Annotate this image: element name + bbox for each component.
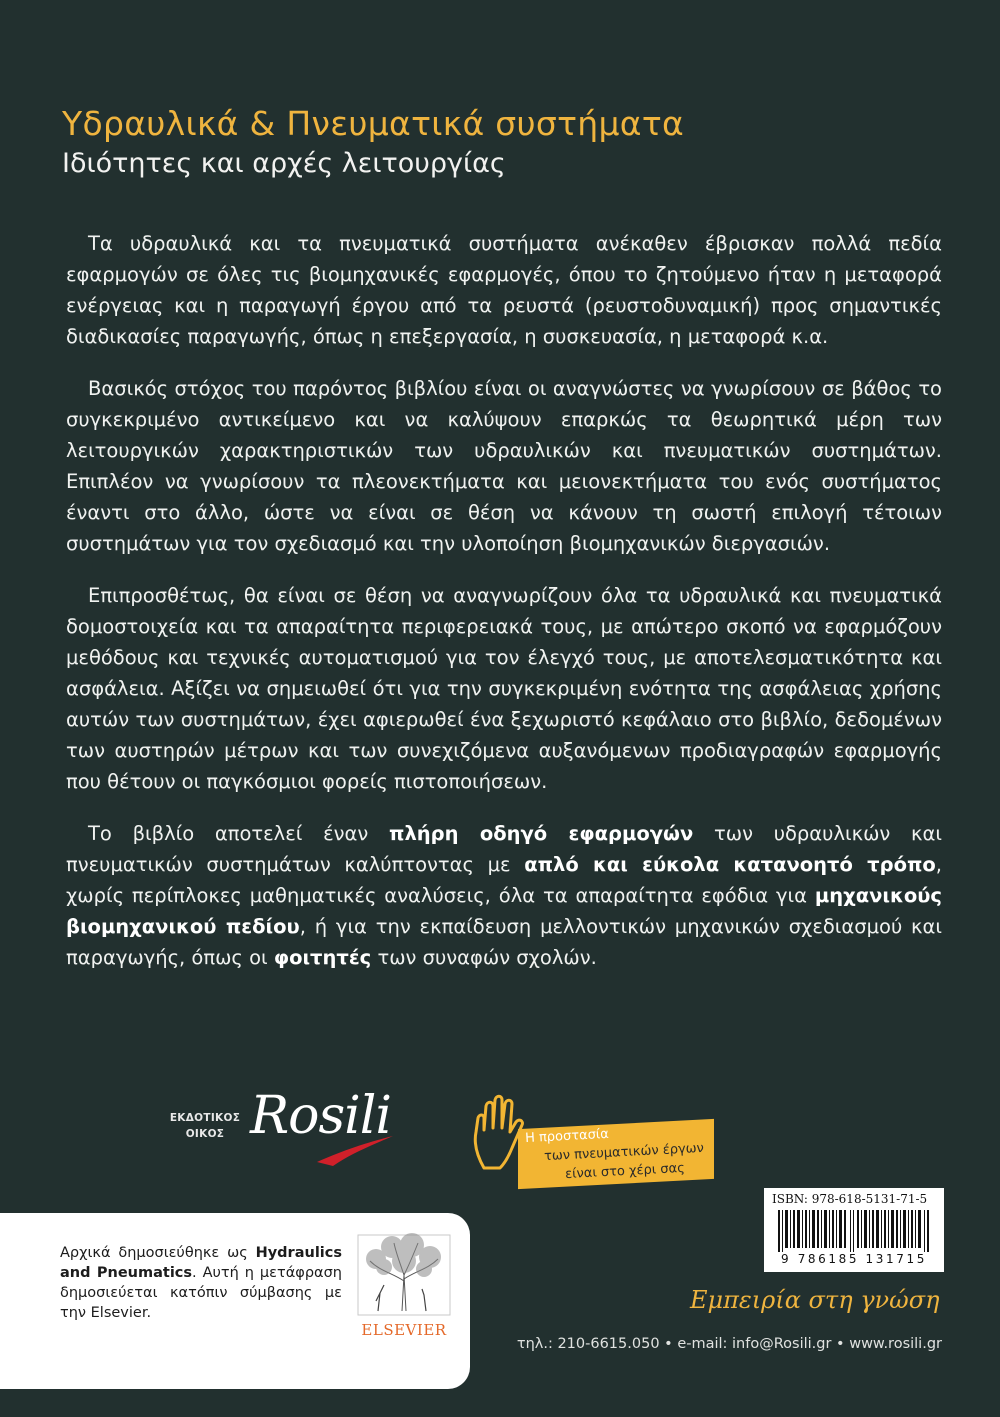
elsevier-original-title: Hydraulics and Pneumatics [60, 1245, 342, 1281]
paragraph-2: Βασικός στόχος του παρόντος βιβλίου είναι οι αναγνώστες να γνωρίσουν σε βάθος το συγκεκριμένο αντικείμενο και να καλύψουν επαρκώς τα θεωρητικά μέρη των λειτουργικών χαρακτηριστικών των υδραυλικών και πνευματικών συστημάτων. Επιπλέον να γνωρίσουν τα πλεονεκτήματα και μειονεκτήματα του ενός συστήματος έναντι στο άλλο, ώστε να είναι σε θέση να κάνουν τη σωστή επιλογή τέτοιων συστημάτων για τον σχεδιασμό και την υλοποίηση βιομηχανικών διεργασιών. [66, 377, 942, 555]
elsevier-wordmark: ELSEVIER [361, 1321, 447, 1339]
p4-bold-guide: πλήρη οδηγό εφαρμογών [389, 822, 694, 845]
protection-text [523, 1119, 726, 1186]
contact-info: τηλ.: 210-6615.050 • e-mail: info@Rosili.gr • www.rosili.gr [516, 1336, 942, 1352]
isbn-digits: 9 786185 131715 [781, 1252, 927, 1266]
elsevier-notice-text [60, 1243, 342, 1323]
publisher-name: Rosili [250, 1086, 392, 1146]
publisher-label-line1: ΕΚΔΟΤΙΚΟΣ [169, 1112, 241, 1124]
p4-bold-students: φοιτητές [273, 946, 372, 969]
p4-bold-engineers: μηχανικούς βιομηχανικού πεδίου [66, 884, 942, 938]
paragraph-4 [66, 818, 942, 973]
p4-text-a: Το βιβλίο αποτελεί έναν [88, 822, 390, 845]
isbn-label: ISBN: 978-618-5131-71-5 [772, 1192, 928, 1206]
publisher-logo [165, 1086, 405, 1172]
elsevier-text-c: . Αυτή η μετάφραση δημοσιεύεται κατόπιν σύμβασης με την Elsevier. [60, 1265, 342, 1321]
book-subtitle: Ιδιότητες και αρχές λειτουργίας [62, 148, 506, 179]
p4-text-i: των συναφών σχολών. [371, 946, 597, 969]
protection-line1: Η προστασία [524, 1126, 610, 1147]
p4-text-g: , ή για την εκπαίδευση μελλοντικών μηχανικών σχεδιασμού και παραγωγής, όπως οι [66, 915, 942, 969]
p4-bold-simple: απλό και εύκολα κατανοητό τρόπο [524, 853, 936, 876]
slogan: Εμπειρία στη γνώση [690, 1286, 940, 1314]
elsevier-tree-icon [354, 1231, 454, 1319]
copyright-protection-badge [470, 1094, 740, 1204]
publisher-label-line2: ΟΙΚΟΣ [185, 1128, 225, 1140]
publisher-label [165, 1110, 245, 1142]
elsevier-notice [0, 1213, 470, 1389]
barcode-icon [772, 1210, 936, 1252]
p4-text-c: των υδραυλικών και πνευματικών συστημάτων καλύπτοντας με [66, 822, 942, 876]
elsevier-text-a: Αρχικά δημοσιεύθηκε ως [60, 1245, 256, 1261]
swoosh-icon [315, 1132, 395, 1168]
paragraph-1: Τα υδραυλικά και τα πνευματικά συστήματα ανέκαθεν έβρισκαν πολλά πεδία εφαρμογών σε όλες τις βιομηχανικές εφαρμογές, όπου το ζητούμενο ήταν η μεταφορά ενέργειας και η παραγωγή έργου από τα ρευστά (ρευστοδυναμική) προς σημαντικές διαδικασίες παραγωγής, όπως η επεξεργασία, η συσκευασία, η μεταφορά κ.α. [66, 232, 942, 348]
paragraph-3: Επιπροσθέτως, θα είναι σε θέση να αναγνωρίζουν όλα τα υδραυλικά και πνευματικά δομοστοιχεία και τα απαραίτητα περιφερειακά τους, με απώτερο σκοπό να εφαρμόζουν μεθόδους και τεχνικές αυτοματισμού για τον έλεγχό τους, με αποτελεσματικότητα και ασφάλεια. Αξίζει να σημειωθεί ότι για την συγκεκριμένη ενότητα της ασφάλειας χρήσης αυτών των συστημάτων, έχει αφιερωθεί ένα ξεχωριστό κεφάλαιο στο βιβλίο, δεδομένων των αυστηρών μέτρων και των συνεχιζόμενα αυξανόμενων προδιαγραφών εφαρμογής που θέτουν οι παγκόσμιοι φορείς πιστοποιήσεων. [66, 584, 942, 793]
p4-text-e: , χωρίς περίπλοκες μαθηματικές αναλύσεις, όλα τα απαραίτητα εφόδια για [66, 853, 942, 907]
protection-line3: είναι στο χέρι σας [564, 1160, 686, 1183]
isbn-barcode [764, 1188, 944, 1272]
protection-line2: των πνευματικών έργων [543, 1140, 705, 1165]
description-text [66, 228, 942, 994]
book-title: Υδραυλικά & Πνευματικά συστήματα [62, 104, 685, 143]
